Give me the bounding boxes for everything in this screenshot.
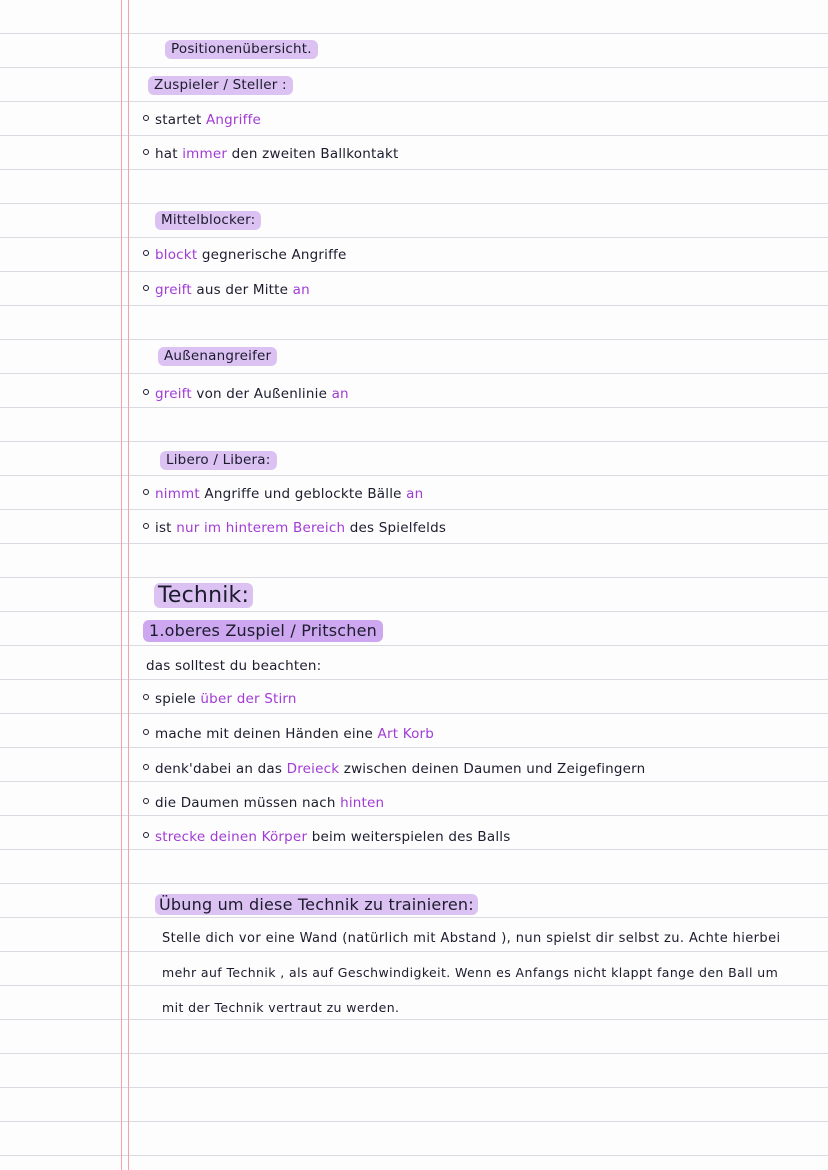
bullet-icon [143, 694, 149, 700]
libero-bullet-2: ist nur im hinterem Bereich des Spielfelds [143, 519, 446, 537]
technik-bullet-5: strecke deinen Körper beim weiterspielen des Balls [143, 828, 510, 846]
bullet-icon [143, 489, 149, 495]
aussen-bullet-1: greift von der Außenlinie an [143, 385, 349, 403]
bullet-icon [143, 523, 149, 529]
mittelblocker-bullet-1: blockt gegnerische Angriffe [143, 246, 347, 264]
margin-line-left [121, 0, 122, 1170]
bullet-icon [143, 149, 149, 155]
zuspieler-bullet-1: startet Angriffe [143, 111, 261, 129]
bullet-icon [143, 764, 149, 770]
uebung-heading: Übung um diese Technik zu trainieren: [155, 894, 478, 916]
mittelblocker-heading: Mittelblocker: [155, 211, 261, 229]
bullet-icon [143, 832, 149, 838]
bullet-icon [143, 389, 149, 395]
uebung-line-3: mit der Technik vertraut zu werden. [162, 1000, 400, 1015]
uebung-line-1: Stelle dich vor eine Wand (natürlich mit Abstand ), nun spielst dir selbst zu. Achte hierbei [162, 931, 781, 946]
technik-bullet-3: denk'dabei an das Dreieck zwischen deinen Daumen und Zeigefingern [143, 760, 645, 778]
technik-bullet-1: spiele über der Stirn [143, 690, 297, 708]
bullet-icon [143, 115, 149, 121]
margin-line-right [128, 0, 129, 1170]
bullet-icon [143, 285, 149, 291]
technik-heading: Technik: [154, 583, 253, 609]
libero-bullet-1: nimmt Angriffe und geblockte Bälle an [143, 485, 423, 503]
page-title: Positionenübersicht. [165, 40, 318, 58]
aussen-heading: Außenangreifer [158, 347, 277, 365]
technik-intro: das solltest du beachten: [146, 658, 322, 674]
bullet-icon [143, 798, 149, 804]
technik-bullet-2: mache mit deinen Händen eine Art Korb [143, 725, 434, 743]
zuspieler-bullet-2: hat immer den zweiten Ballkontakt [143, 145, 398, 163]
bullet-icon [143, 250, 149, 256]
libero-heading: Libero / Libera: [160, 451, 277, 469]
uebung-line-2: mehr auf Technik , als auf Geschwindigkeit. Wenn es Anfangs nicht klappt fange den Ball um [162, 965, 779, 980]
zuspieler-heading: Zuspieler / Steller : [148, 76, 293, 94]
mittelblocker-bullet-2: greift aus der Mitte an [143, 281, 310, 299]
technik-subheading: 1.oberes Zuspiel / Pritschen [143, 621, 383, 641]
bullet-icon [143, 729, 149, 735]
technik-bullet-4: die Daumen müssen nach hinten [143, 794, 384, 812]
